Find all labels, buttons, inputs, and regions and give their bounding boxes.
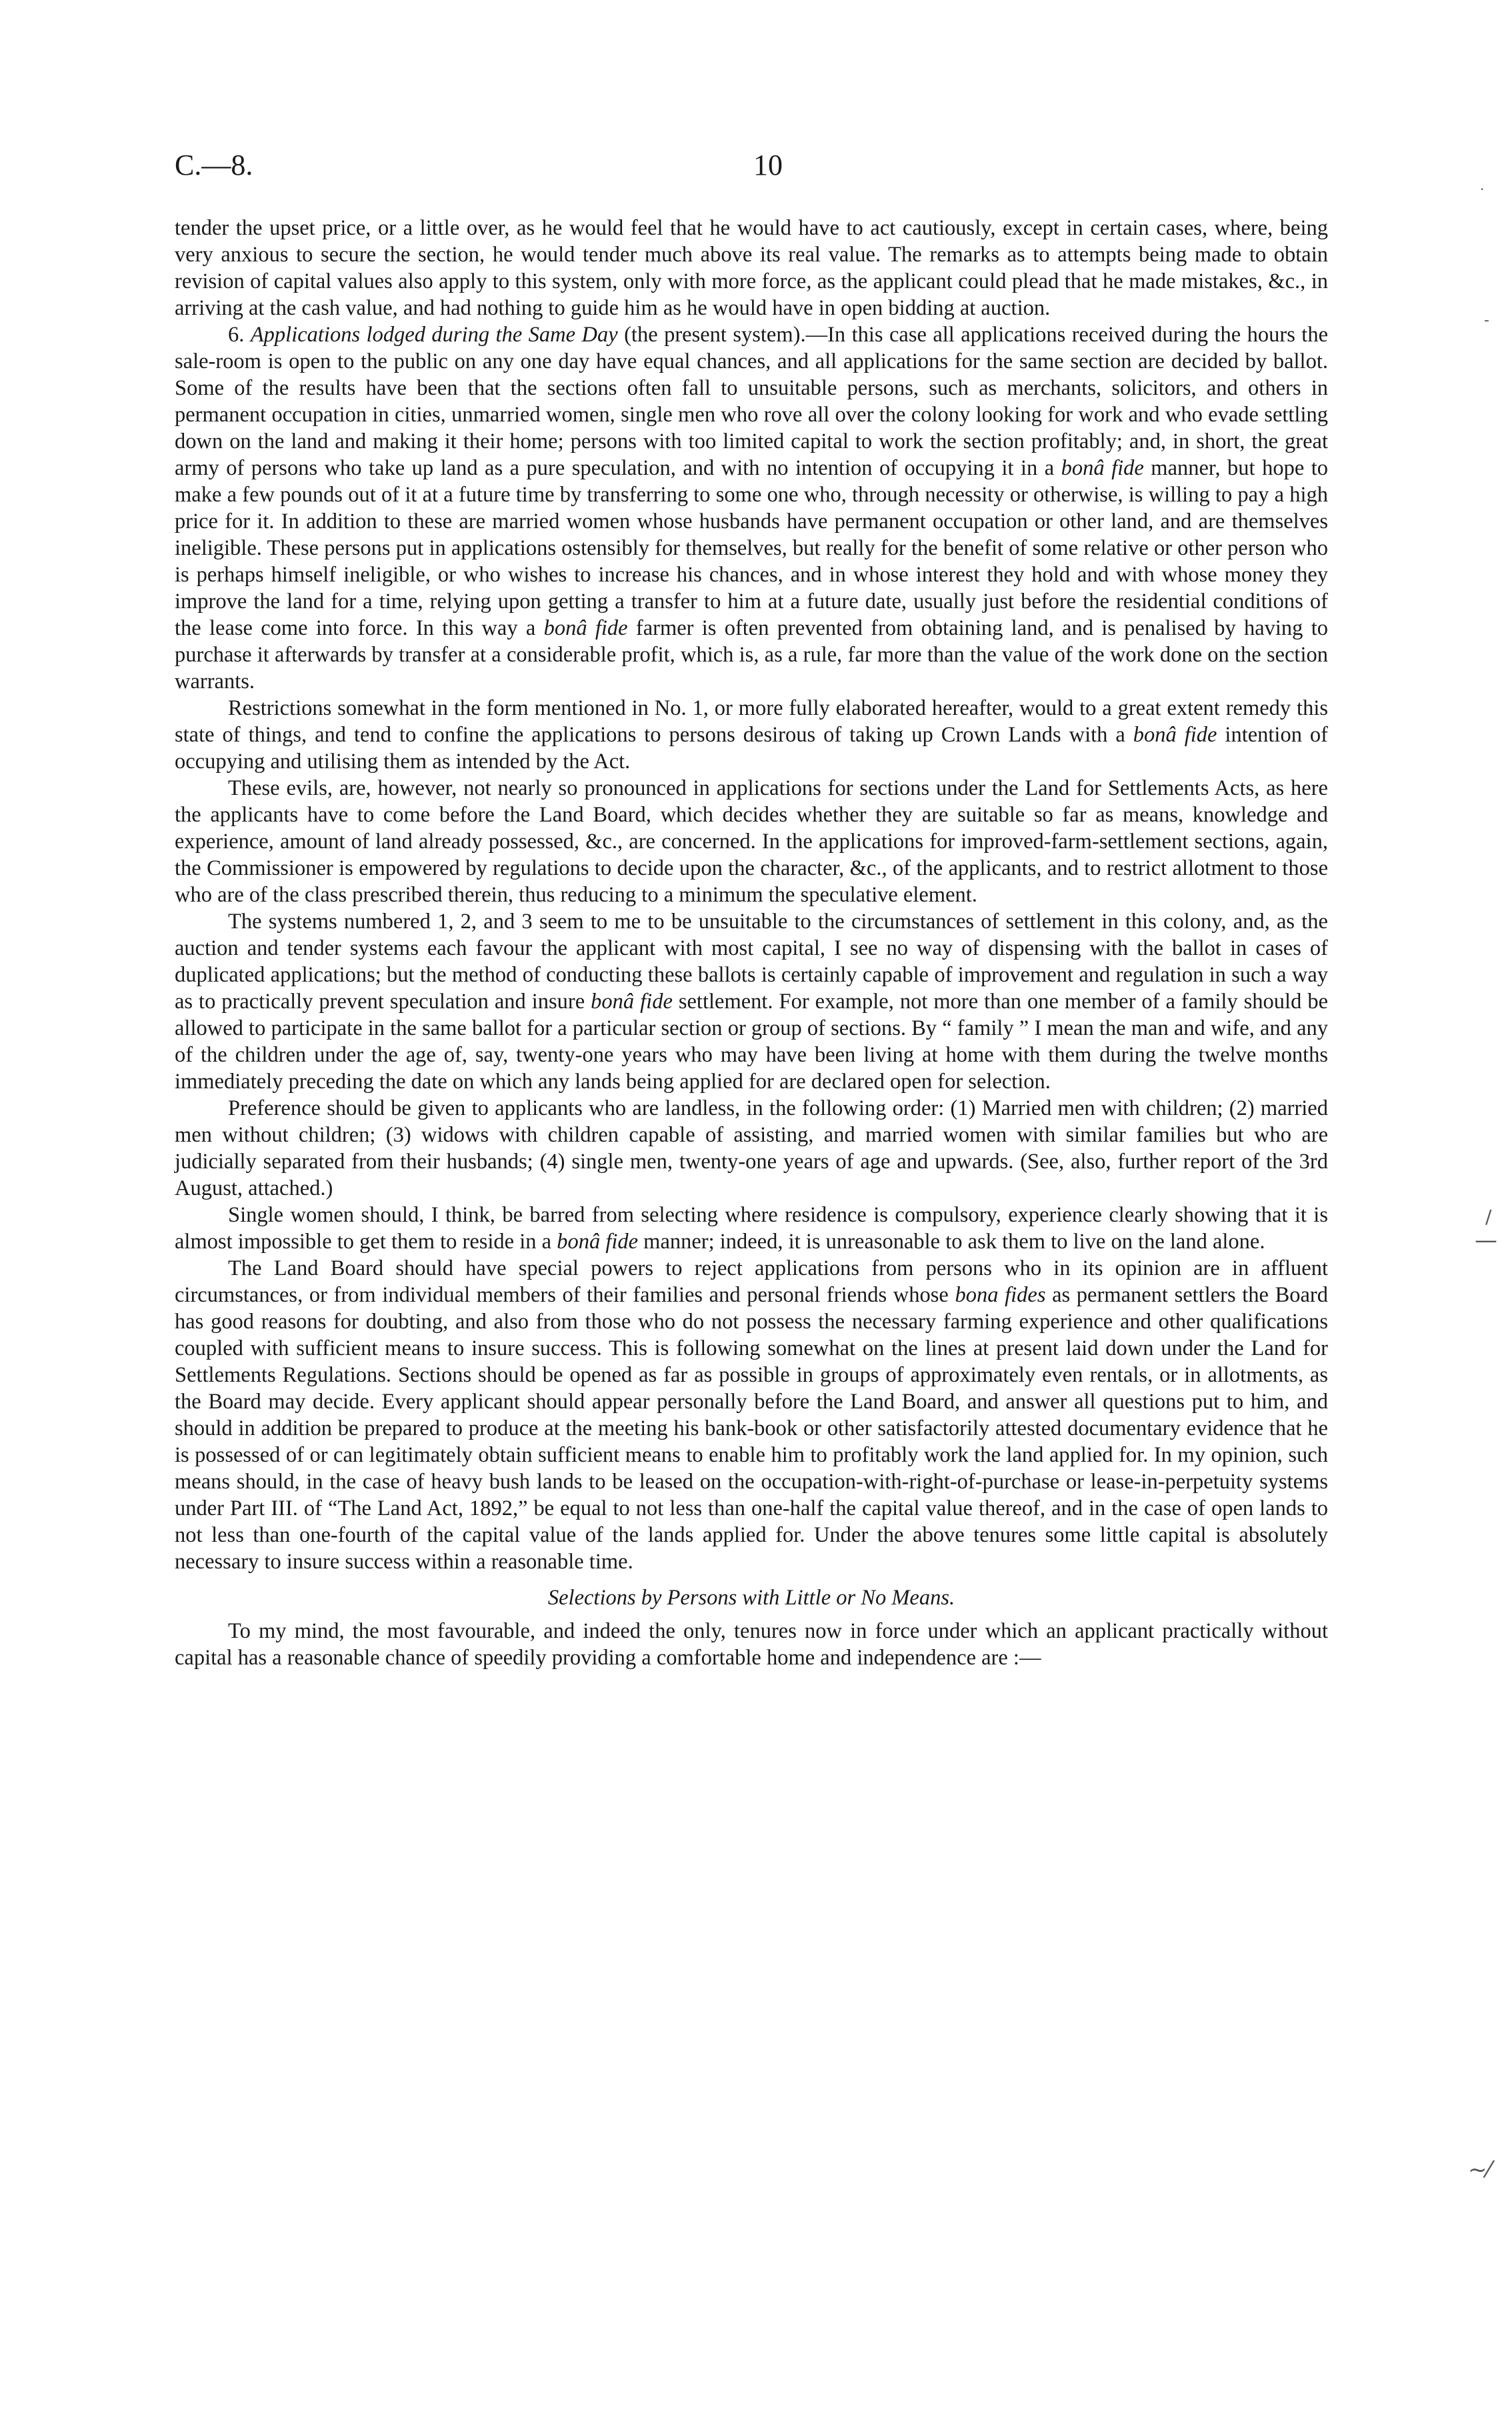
text-run: The Land Board should have special powers to reject applications from persons who in its opinion are in affluent circumstances, or from individual members of their families and personal friends whose (175, 1256, 1328, 1307)
text-run: Preference should be given to applicants who are landless, in the following order: (1) Married men with children; (2) married men without children; (3) widows with children capable of assisting, and married women with similar families but who are judicially separated from their husbands; (4) single men, twenty-one years of age and upwards. (See, also, further report of the 3rd August, attached.) (175, 1096, 1328, 1200)
text-run: (the present system).—In this case all applications received during the hours the sale-room is open to the public on any one day have equal chances, and all applications for the same section are decided by ballot. Some of the results have been that the sections often fall to unsuitable persons, such as merchants, solicitors, and others in permanent occupation in cities, unmarried women, single men who rove all over the colony looking for work and who evade settling down on the land and making it their home; persons with too limited capital to work the section profitably; and, in short, the great army of persons who take up land as a pure speculation, and with no intention of occupying it in a (175, 323, 1329, 480)
italic-phrase: bonâ fide (557, 1230, 639, 1254)
margin-dash-mark: ‐ (1484, 312, 1489, 329)
text-run: farmer is often prevented from obtaining land, and is penalised by having to purchase it afterwards by transfer at a considerable profit, which is, as a rule, far more than the value of the work done on the section warrants. (175, 616, 1328, 694)
paragraph (175, 321, 1328, 695)
text-run: Restrictions somewhat in the form mentioned in No. 1, or more fully elaborated hereafter, would to a great extent remedy this state of things, and tend to confine the applications to persons desirous of taking up Crown Lands with a (175, 696, 1328, 747)
paragraph (175, 695, 1328, 775)
italic-phrase: bona fides (955, 1283, 1046, 1307)
paragraph-list (175, 215, 1328, 1575)
text-run: settlement. For example, not more than one member of a family should be allowed to participate in the same ballot for a particular section or group of sections. By “ family ” I mean the man and wife, and any of the children under the age of, say, twenty-one years who may have been living at home with them during the twelve months immediately preceding the date on which any lands being applied for are declared open for selection. (175, 990, 1328, 1094)
body-text (175, 215, 1328, 1671)
margin-tick-mark: / (1485, 1206, 1492, 1228)
paragraph (175, 775, 1328, 908)
final-paragraph: To my mind, the most favourable, and indeed the only, tenures now in force under which an applicant practically without capital has a reasonable chance of speedily providing a comfortable home and independence are :— (175, 1619, 1328, 1670)
section-subheading: Selections by Persons with Little or No Means. (547, 1586, 955, 1610)
paragraph (175, 1202, 1328, 1255)
text-run: 6. (228, 323, 251, 347)
paragraph (175, 1255, 1328, 1575)
document-reference: C.—8. (175, 149, 253, 181)
margin-dot-mark: · (1480, 181, 1485, 197)
italic-phrase: bonâ fide (543, 616, 628, 640)
text-run: manner; indeed, it is unreasonable to ask them to live on the land alone. (638, 1230, 1265, 1254)
text-run: manner, but hope to make a few pounds out of it at a future time by transferring to some one who, through necessity or otherwise, is willing to pay a high price for it. In addition to these are married women whose husbands have permanent occupation or other land, and are themselves ineligible. These persons put in applications ostensibly for themselves, but really for the benefit of some relative or other person who is perhaps himself ineligible, or who wishes to increase his chances, and in whose interest they hold and with whose money they improve the land for a time, relying upon getting a transfer to him at a future date, usually just before the residential conditions of the lease come into force. In this way a (175, 456, 1329, 640)
paragraph (175, 215, 1328, 321)
margin-rule-mark: — (1475, 1227, 1497, 1254)
paragraph (175, 908, 1328, 1095)
text-run: These evils, are, however, not nearly so pronounced in applications for sections under the Land for Settlements Acts, as here the applicants have to come before the Land Board, which decides whether they are suitable so far as means, knowledge and experience, amount of land already possessed, &c., are concerned. In the applications for improved-farm-settlement sections, again, the Commissioner is empowered by regulations to decide upon the character, &c., of the applicants, and to restrict allotment to those who are of the class prescribed therein, thus reducing to a minimum the speculative element. (175, 776, 1328, 907)
text-run: tender the upset price, or a little over, as he would feel that he would have to act cautiously, except in certain cases, where, being very anxious to secure the section, he would tender much above its real value. The remarks as to attempts being made to obtain revision of capital values also apply to this system, only with more force, as the applicant could plead that he made mistakes, &c., in arriving at the cash value, and had nothing to guide him as he would have in open bidding at auction. (175, 216, 1328, 320)
margin-arrow-mark: ~⁄ (1468, 2157, 1491, 2183)
text-run: Single women should, I think, be barred from selecting where residence is compulsory, experience clearly showing that it is almost impossible to get them to reside in a (175, 1203, 1328, 1254)
text-run: The systems numbered 1, 2, and 3 seem to me to be unsuitable to the circumstances of settlement in this colony, and, as the auction and tender systems each favour the applicant with most capital, I see no way of dispensing with the ballot in cases of duplicated applications; but the method of conducting these ballots is certainly capable of improvement and regulation in such a way as to practically prevent speculation and insure (175, 910, 1328, 1014)
italic-phrase: bonâ fide (591, 990, 673, 1014)
italic-phrase: bonâ fide (1133, 723, 1217, 747)
text-run: as permanent settlers the Board has good reasons for doubting, and also from those who do not possess the necessary farming experience and other qualifications coupled with sufficient means to insure success. This is following somewhat on the lines at present laid down under the Land for Settlements Regulations. Sections should be opened as far as possible in groups of approximately even rentals, or in allotments, as the Board may decide. Every applicant should appear personally before the Land Board, and answer all questions put to him, and should in addition be prepared to produce at the meeting his bank-book or other satisfactorily attested documentary evidence that he is possessed of or can legitimately obtain sufficient means to enable him to profitably work the land applied for. In my opinion, such means should, in the case of heavy bush lands to be leased on the occupation-with-right-of-purchase or lease-in-perpetuity systems under Part III. of “The Land Act, 1892,” be equal to not less than one-half the capital value thereof, and in the case of open lands to not less than one-fourth of the capital value of the lands applied for. Under the above tenures some little capital is absolutely necessary to insure success within a reasonable time. (175, 1283, 1329, 1574)
text-run: intention of occupying and utilising them as intended by the Act. (175, 723, 1329, 774)
paragraph (175, 1095, 1328, 1202)
page-header (175, 148, 1335, 188)
italic-phrase: Applications lodged during the Same Day (250, 323, 618, 347)
page-number: 10 (753, 149, 783, 181)
italic-phrase: bonâ fide (1061, 456, 1144, 480)
